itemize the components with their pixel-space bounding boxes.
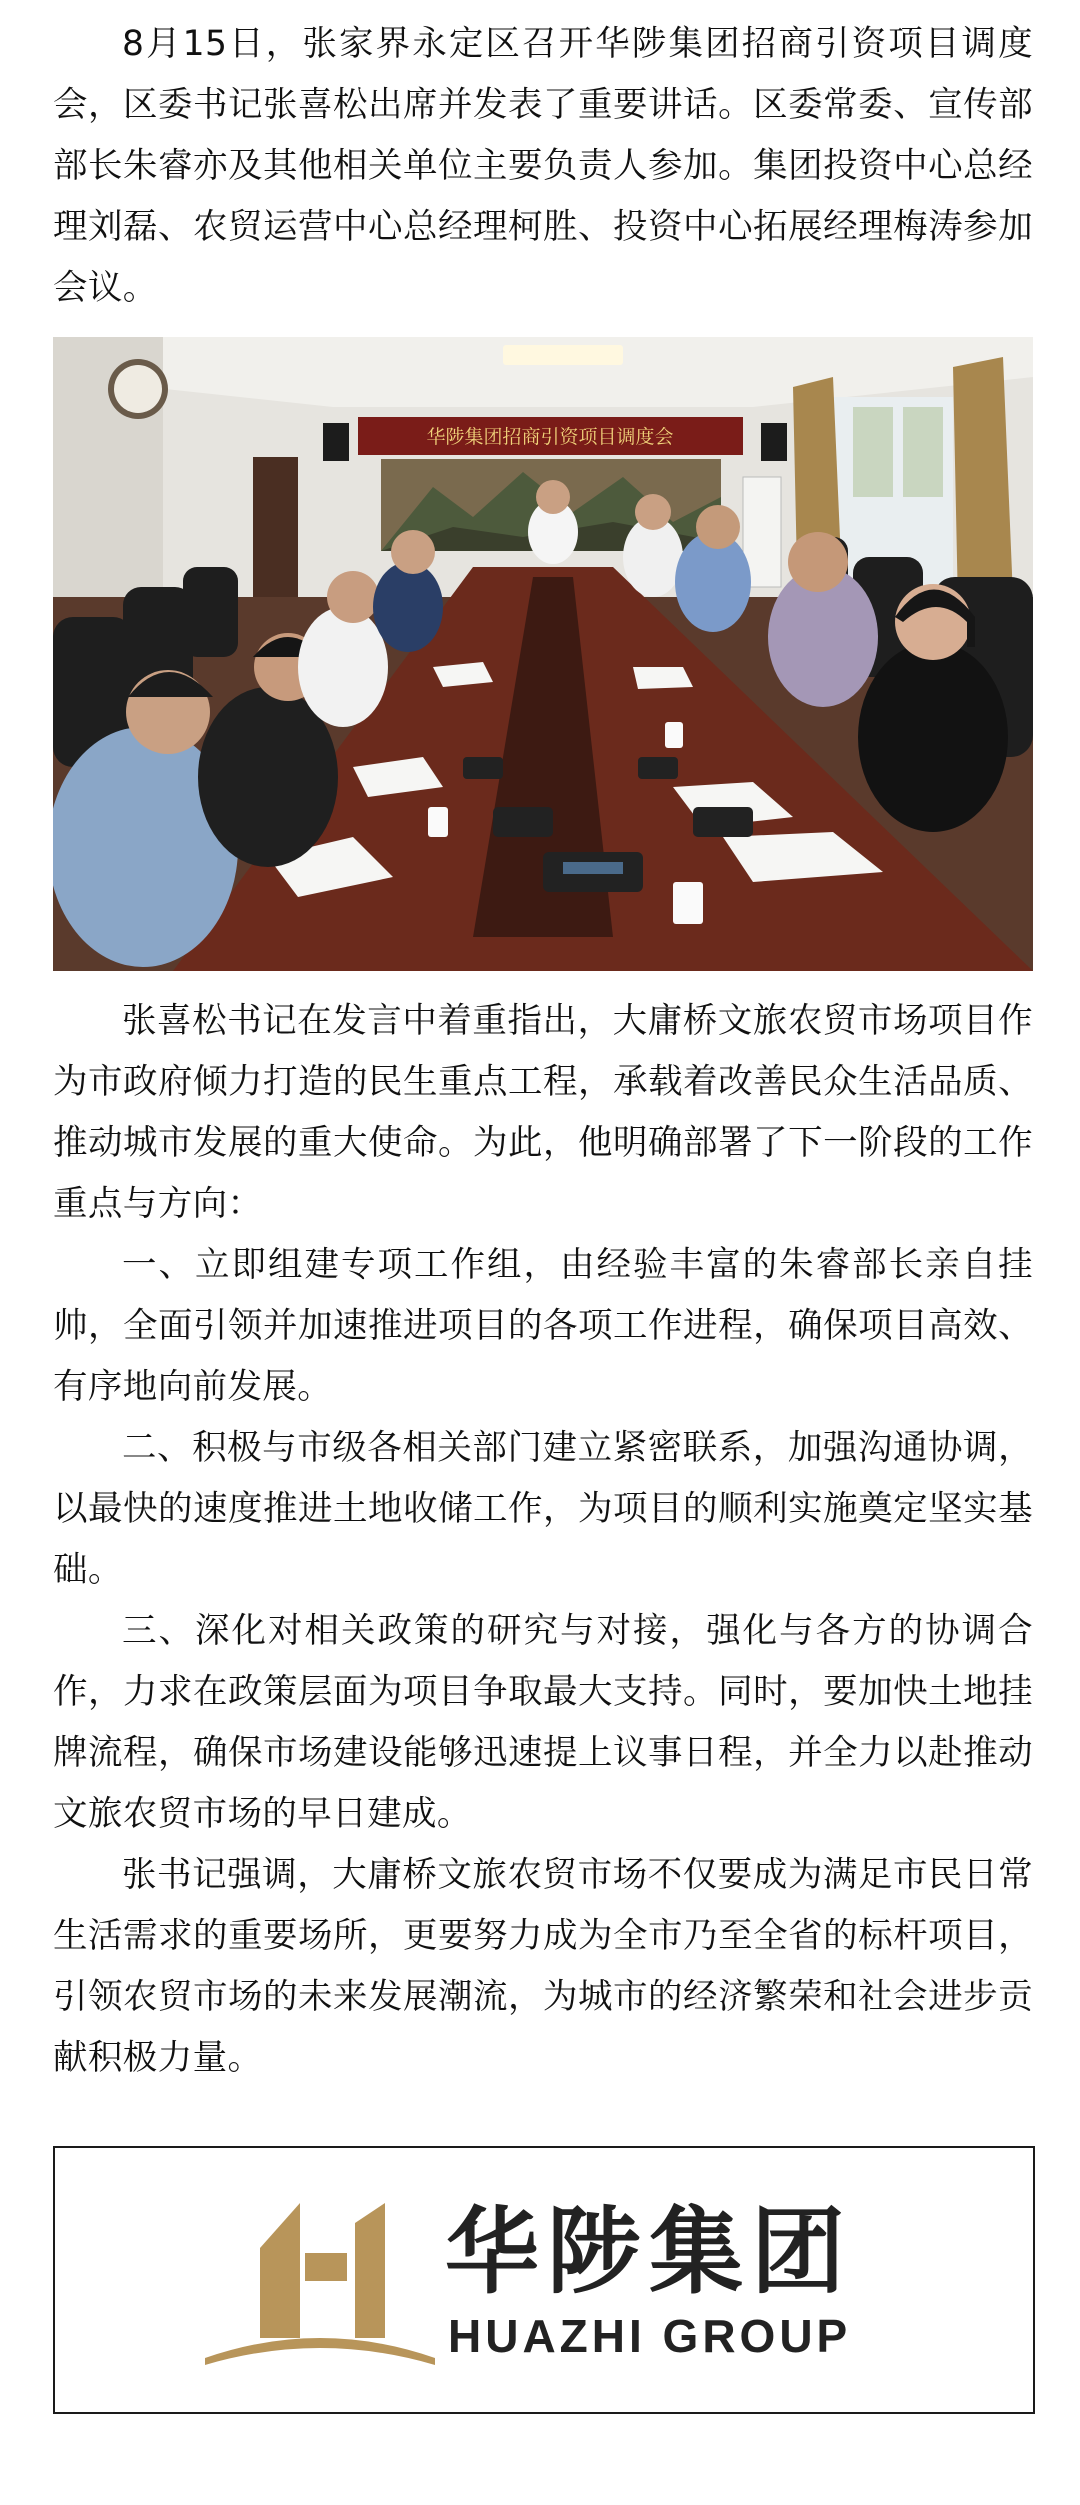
banner-text: 华陟集团招商引资项目调度会 (426, 426, 674, 448)
body-paragraph-1: 张喜松书记在发言中着重指出，大庸桥文旅农贸市场项目作为市政府倾力打造的民生重点工程，承载着改善民众生活品质、推动城市发展的重大使命。为此，他明确部署了下一阶段的工作重点与方向： (53, 1001, 1033, 1224)
meeting-photo (53, 337, 1033, 971)
company-name-english: HUAZHI GROUP (448, 2310, 852, 2362)
body-paragraph-point-1: 一、立即组建专项工作组，由经验丰富的朱睿部长亲自挂帅，全面引领并加速推进项目的各项工作进程，确保项目高效、有序地向前发展。 (53, 1245, 1033, 1407)
intro-paragraph: 8月15日，张家界永定区召开华陟集团招商引资项目调度会，区委书记张喜松出席并发表了重要讲话。区委常委、宣传部部长朱睿亦及其他相关单位主要负责人参加。集团投资中心总经理刘磊、农贸运营中心总经理柯胜、投资中心拓展经理梅涛参加会议。 (53, 24, 1033, 308)
company-logo-banner (53, 2146, 1035, 2414)
huazhi-emblem-icon (205, 2193, 435, 2373)
company-name-chinese: 华陟集团 (445, 2198, 854, 2307)
body-paragraph-point-2: 二、积极与市级各相关部门建立紧密联系，加强沟通协调，以最快的速度推进土地收储工作，为项目的顺利实施奠定坚实基础。 (53, 1428, 1033, 1590)
body-paragraph-conclusion: 张书记强调，大庸桥文旅农贸市场不仅要成为满足市民日常生活需求的重要场所，更要努力成为全市乃至全省的标杆项目，引领农贸市场的未来发展潮流，为城市的经济繁荣和社会进步贡献积极力量。 (53, 1855, 1033, 2078)
body-paragraph-point-3: 三、深化对相关政策的研究与对接，强化与各方的协调合作，力求在政策层面为项目争取最大支持。同时，要加快土地挂牌流程，确保市场建设能够迅速提上议事日程，并全力以赴推动文旅农贸市场的早日建成。 (53, 1611, 1033, 1834)
